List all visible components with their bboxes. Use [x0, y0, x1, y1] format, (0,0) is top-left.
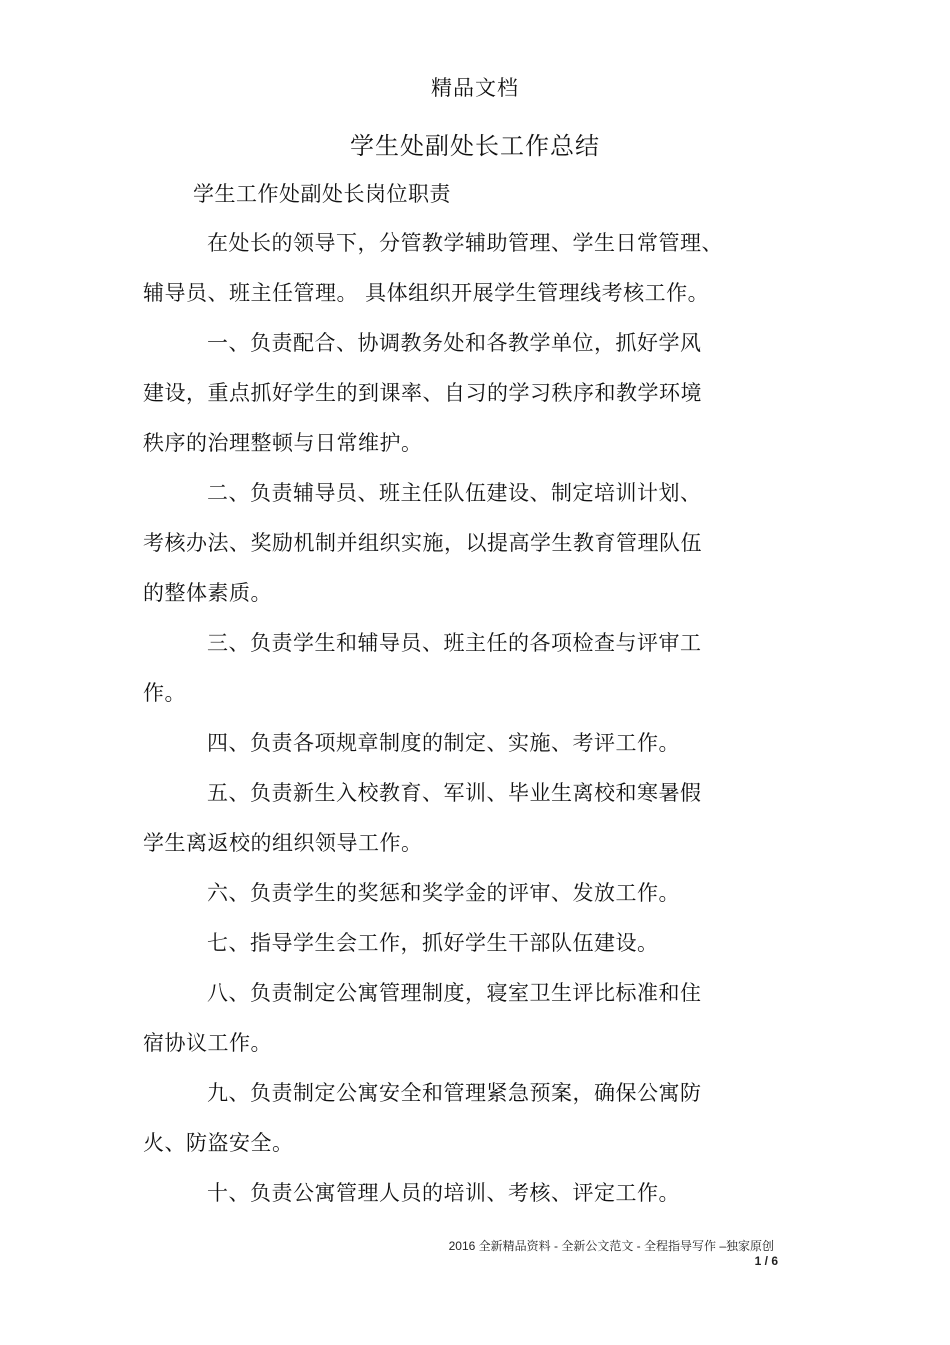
- body-paragraph: [143, 218, 783, 318]
- body-paragraph: [143, 768, 783, 868]
- body-paragraph: [143, 868, 783, 918]
- body-paragraph: [143, 968, 783, 1068]
- body-paragraph: [143, 1168, 783, 1218]
- document-subtitle: 学生工作处副处长岗位职责: [193, 182, 451, 206]
- paragraph-line: 秩序的治理整顿与日常维护。: [143, 431, 423, 455]
- paragraph-line: 宿协议工作。: [143, 1031, 272, 1055]
- paragraph-line: 三、负责学生和辅导员、班主任的各项检查与评审工: [207, 631, 702, 655]
- body-paragraph: [143, 718, 783, 768]
- paragraph-line: 五、负责新生入校教育、军训、毕业生离校和寒暑假: [207, 781, 702, 805]
- paragraph-line: 建设，重点抓好学生的到课率、自习的学习秩序和教学环境: [143, 381, 702, 405]
- body-paragraph: [143, 618, 783, 718]
- paragraph-line: 八、负责制定公寓管理制度，寝室卫生评比标准和住: [207, 981, 702, 1005]
- document-body: [143, 218, 783, 1218]
- paragraph-line: 作。: [143, 681, 186, 705]
- paragraph-line: 考核办法、奖励机制并组织实施，以提高学生教育管理队伍: [143, 531, 702, 555]
- body-paragraph: [143, 918, 783, 968]
- page-footer: 2016 全新精品资料 - 全新公文范文 - 全程指导写作 –独家原创: [448, 1239, 774, 1253]
- paragraph-line: 二、负责辅导员、班主任队伍建设、制定培训计划、: [207, 481, 702, 505]
- body-paragraph: [143, 468, 783, 618]
- paragraph-line: 七、指导学生会工作，抓好学生干部队伍建设。: [207, 931, 659, 955]
- paragraph-line: 六、负责学生的奖惩和奖学金的评审、发放工作。: [207, 881, 680, 905]
- paragraph-line: 火、防盗安全。: [143, 1131, 294, 1155]
- paragraph-line: 四、负责各项规章制度的制定、实施、考评工作。: [207, 731, 680, 755]
- document-title: 学生处副处长工作总结: [350, 132, 600, 160]
- paragraph-line: 九、负责制定公寓安全和管理紧急预案，确保公寓防: [207, 1081, 702, 1105]
- body-paragraph: [143, 1068, 783, 1168]
- paragraph-line: 学生离返校的组织领导工作。: [143, 831, 423, 855]
- page-header: 精品文档: [431, 76, 519, 100]
- paragraph-line: 十、负责公寓管理人员的培训、考核、评定工作。: [207, 1181, 680, 1205]
- paragraph-line: 辅导员、班主任管理。 具体组织开展学生管理线考核工作。: [143, 281, 710, 305]
- body-paragraph: [143, 318, 783, 468]
- paragraph-line: 在处长的领导下，分管教学辅助管理、学生日常管理、: [207, 231, 723, 255]
- paragraph-line: 的整体素质。: [143, 581, 272, 605]
- page-number: 1 / 6: [754, 1254, 778, 1268]
- paragraph-line: 一、负责配合、协调教务处和各教学单位，抓好学风: [207, 331, 702, 355]
